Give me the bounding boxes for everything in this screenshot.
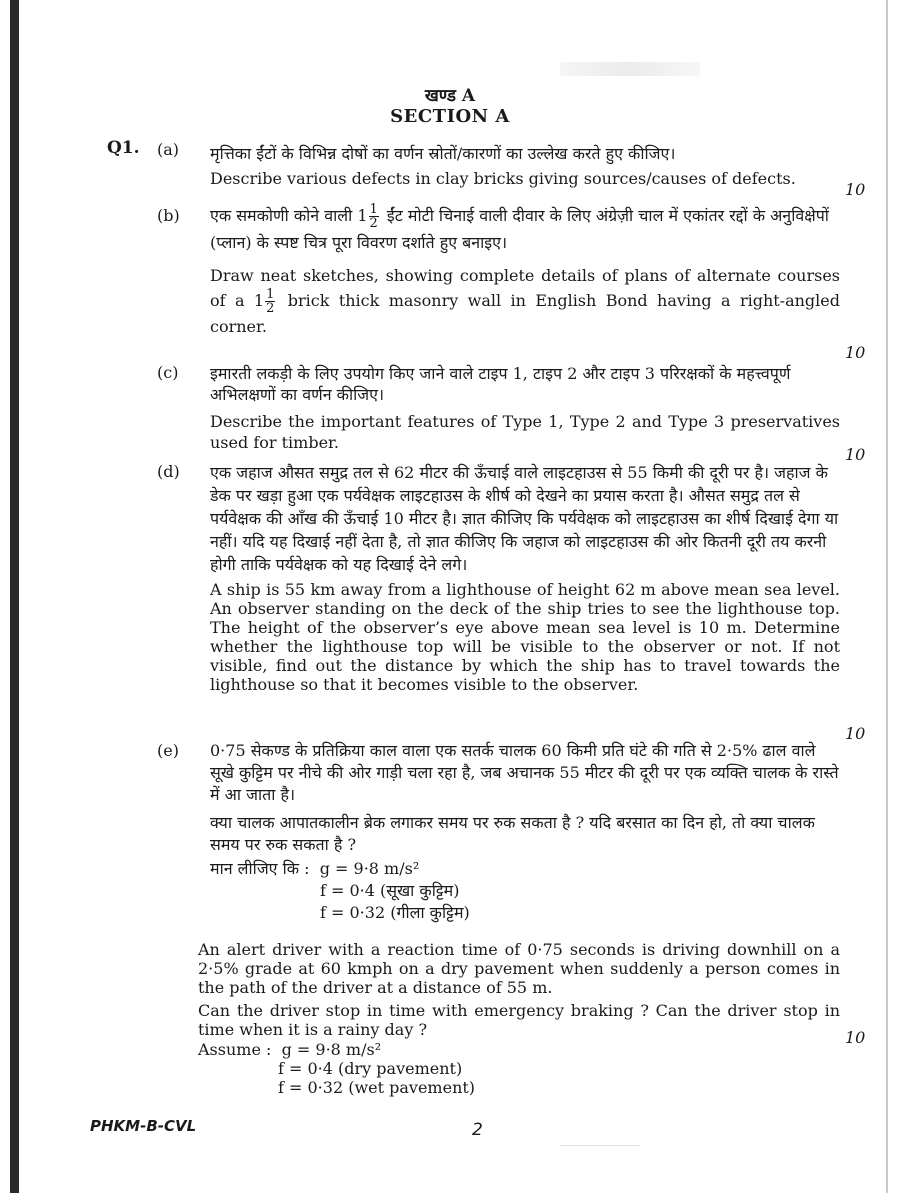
part-b-english [210, 264, 840, 339]
part-e-english-assume [198, 1040, 840, 1059]
part-b [210, 203, 840, 339]
part-c [210, 363, 840, 453]
friction-wet-hindi: f = 0·32 (गीला कुट्टिम) [320, 903, 470, 922]
assume-label-hindi: मान लीजिए कि : [210, 859, 310, 878]
part-b-hindi-1: एक समकोणी कोने वाली 1 [210, 206, 368, 225]
part-a-hindi: मृत्तिका ईंटों के विभिन्न दोषों का वर्णन स्रोतों/कारणों का उल्लेख करते हुए कीजिए। [210, 144, 676, 163]
part-e-hindi-1: 0·75 सेकण्ड के प्रतिक्रिया काल वाला एक सतर्क चालक 60 किमी प्रति घंटे की गति से 2·5% ढाल वाले सूखे कुट्टिम पर नीचे की ओर गाड़ी चला रहा है, जब अचानक 55 मीटर की दूरी पर एक व्यक्ति चालक के रास्ते में आ जाता है। [210, 741, 839, 804]
fraction [369, 203, 379, 230]
part-e [210, 740, 840, 924]
part-b-hindi [210, 203, 840, 256]
faint-mark [560, 1145, 640, 1146]
part-e-hindi-2: क्या चालक आपातकालीन ब्रेक लगाकर समय पर रुक सकता है ? यदि बरसात का दिन हो, तो क्या चालक समय पर रुक सकता है ? [210, 813, 815, 854]
part-label-a: (a) [157, 140, 180, 159]
scan-smudge [560, 62, 700, 76]
part-d [210, 461, 840, 694]
friction-dry: f = 0·4 (dry pavement) [278, 1059, 463, 1078]
marks-a: 10 [845, 180, 866, 199]
part-b-english-1: Draw neat sketches, showing complete details of plans of alternate courses of a 1 [210, 266, 840, 310]
marks-d: 10 [845, 724, 866, 743]
part-a-english: Describe various defects in clay bricks giving sources/causes of defects. [210, 169, 796, 188]
marks-c: 10 [845, 445, 866, 464]
part-e-english-1: An alert driver with a reaction time of 0·75 seconds is driving downhill on a 2·5% grade at 60 kmph on a dry pavement when suddenly a person comes in the path of the driver at a distance of 55 m. [198, 940, 840, 997]
part-label-b: (b) [157, 206, 180, 225]
part-b-english-2: brick thick masonry wall in English Bond having a right-angled corner. [210, 291, 841, 336]
scan-edge-right [886, 0, 888, 1193]
fraction [265, 288, 275, 315]
part-c-hindi: इमारती लकड़ी के लिए उपयोग किए जाने वाले टाइप 1, टाइप 2 और टाइप 3 परिरक्षकों के महत्त्वपूर्ण अभिलक्षणों का वर्णन कीजिए। [210, 364, 791, 404]
part-c-english: Describe the important features of Type 1, Type 2 and Type 3 preservatives used for timber. [210, 412, 840, 452]
page-number: 2 [472, 1120, 483, 1140]
part-b-hindi-2: ईंट मोटी चिनाई वाली दीवार के लिए अंग्रेज़ी चाल में एकांतर रद्दों के अनुविक्षेपों (प्लान) के स्पष्ट चित्र पूरा विवरण दर्शाते हुए बनाइए। [210, 206, 829, 252]
part-label-e: (e) [157, 741, 179, 760]
part-label-d: (d) [157, 462, 180, 481]
part-label-c: (c) [157, 363, 179, 382]
fraction-numerator: 1 [266, 287, 275, 302]
gravity-value: g = 9·8 m/s² [281, 1040, 382, 1059]
question-number: Q1. [107, 138, 140, 158]
section-title: SECTION A [390, 106, 510, 127]
fraction-numerator: 1 [369, 202, 378, 217]
gravity-value-hindi: g = 9·8 m/s² [319, 859, 420, 878]
marks-e: 10 [845, 1028, 866, 1047]
section-title-hindi: खण्ड A [424, 86, 476, 106]
part-d-hindi: एक जहाज औसत समुद्र तल से 62 मीटर की ऊँचाई वाले लाइटहाउस से 55 किमी की दूरी पर है। जहाज के डेक पर खड़ा हुआ एक पर्यवेक्षक लाइटहाउस के शीर्ष को देखने का प्रयास करता है। औसत समुद्र तल से पर्यवेक्षक की आँख की ऊँचाई 10 मीटर है। ज्ञात कीजिए कि पर्यवेक्षक को लाइटहाउस का शीर्ष दिखाई देगा या नहीं। यदि यह दिखाई नहीं देता है, तो ज्ञात कीजिए कि जहाज को लाइटहाउस की ओर कितनी दूरी तय करनी होगी ताकि पर्यवेक्षक को यह दिखाई देने लगे। [210, 463, 839, 574]
part-e-english-2: Can the driver stop in time with emergency braking ? Can the driver stop in time when it is a rainy day ? [198, 1001, 840, 1039]
marks-b: 10 [845, 343, 866, 362]
fraction-denominator: 2 [266, 301, 275, 316]
part-d-english: A ship is 55 km away from a lighthouse of height 62 m above mean sea level. An observer standing on the deck of the ship tries to see the lighthouse top. The height of the observer’s eye above mean sea level is 10 m. Determine whether the lighthouse top will be visible to the observer or not. If not visible, find out the distance by which the ship has to travel towards the lighthouse so that it becomes visible to the observer. [210, 580, 840, 694]
friction-wet: f = 0·32 (wet pavement) [278, 1078, 476, 1097]
part-a [210, 143, 840, 189]
scan-edge [10, 0, 19, 1193]
part-e-hindi-assume [210, 858, 840, 880]
part-e-english-block [198, 940, 840, 1097]
assume-label: Assume : [198, 1040, 272, 1059]
paper-code: PHKM-B-CVL [90, 1117, 197, 1135]
friction-dry-hindi: f = 0·4 (सूखा कुट्टिम) [320, 881, 460, 900]
fraction-denominator: 2 [369, 216, 378, 231]
